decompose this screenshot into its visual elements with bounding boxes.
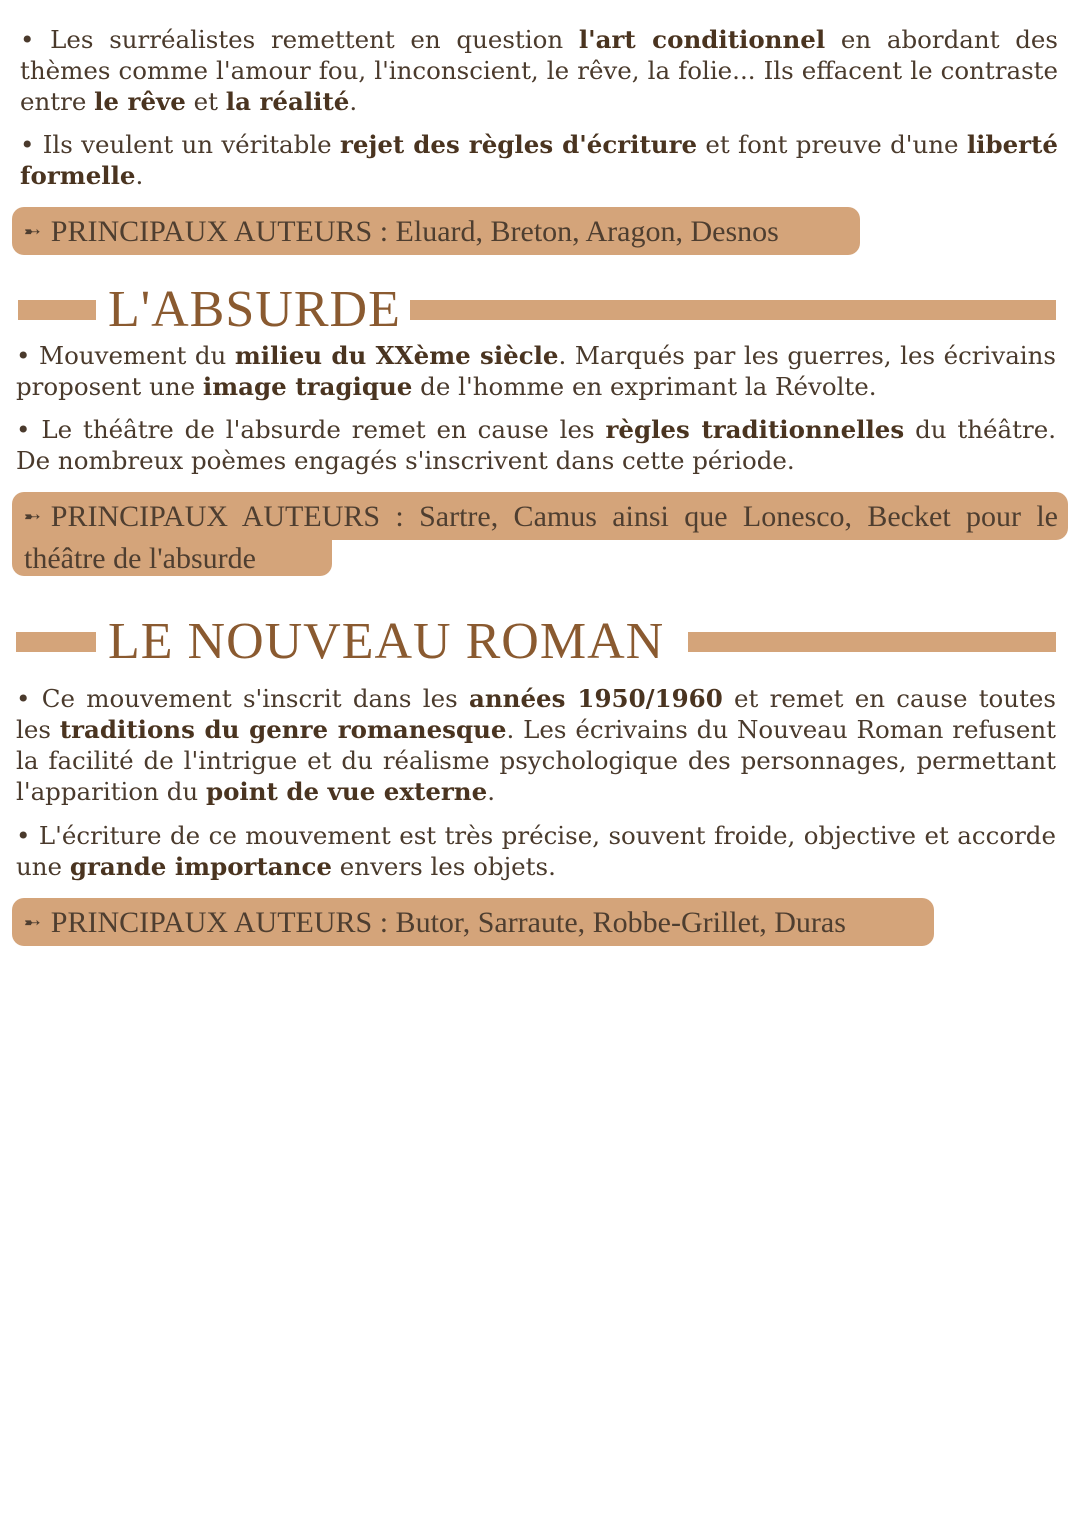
- arrow-right-icon: ➸: [24, 504, 41, 528]
- heading-bar-left: [18, 300, 96, 320]
- absurde-paragraph-1: • Mouvement du milieu du XXème siècle. Marqués par les guerres, les écrivains proposent une image tragique de l'homme en exprimant la Révolte.: [16, 341, 1056, 401]
- heading-bar-left: [16, 632, 96, 652]
- surrealism-authors: PRINCIPAUX AUTEURS : Eluard, Breton, Aragon, Desnos: [50, 215, 779, 248]
- absurde-title: L'ABSURDE: [108, 281, 401, 338]
- absurde-paragraph-2: • Le théâtre de l'absurde remet en cause les règles traditionnelles du théâtre. De nombreux poèmes engagés s'inscrivent dans cette période.: [16, 415, 1056, 475]
- nouveau-roman-authors: PRINCIPAUX AUTEURS : Butor, Sarraute, Robbe-Grillet, Duras: [50, 906, 846, 939]
- nouveau-roman-paragraph-2: • L'écriture de ce mouvement est très précise, souvent froide, objective et accorde une grande importance envers les objets.: [16, 821, 1056, 881]
- nouveau-roman-title: LE NOUVEAU ROMAN: [108, 613, 665, 670]
- absurde-authors-box: [12, 492, 1068, 584]
- arrow-right-icon: ➸: [24, 910, 41, 934]
- nouveau-roman-paragraph-1: • Ce mouvement s'inscrit dans les années 1950/1960 et remet en cause toutes les traditions du genre romanesque. Les écrivains du Nouveau Roman refusent la facilité de l'intrigue et du réalisme psychologique des personnages, permettant l'apparition du point de vue externe.: [16, 684, 1057, 806]
- heading-bar-right: [688, 632, 1056, 652]
- arrow-right-icon: ➸: [24, 219, 41, 243]
- absurde-authors: PRINCIPAUX AUTEURS : Sartre, Camus ainsi que Lonesco, Becket pour le théâtre de l'absurde: [24, 500, 1058, 575]
- surrealism-paragraph-1: • Les surréalistes remettent en question l'art conditionnel en abordant des thèmes comme l'amour fou, l'inconscient, le rêve, la folie... Ils effacent le contraste entre le rêve et la réalité.: [20, 25, 1058, 116]
- surrealism-paragraph-2: • Ils veulent un véritable rejet des règles d'écriture et font preuve d'une liberté formelle.: [20, 130, 1058, 190]
- heading-bar-right: [410, 300, 1056, 320]
- surrealism-authors-box: [12, 207, 860, 255]
- nouveau-roman-authors-box: [12, 898, 934, 946]
